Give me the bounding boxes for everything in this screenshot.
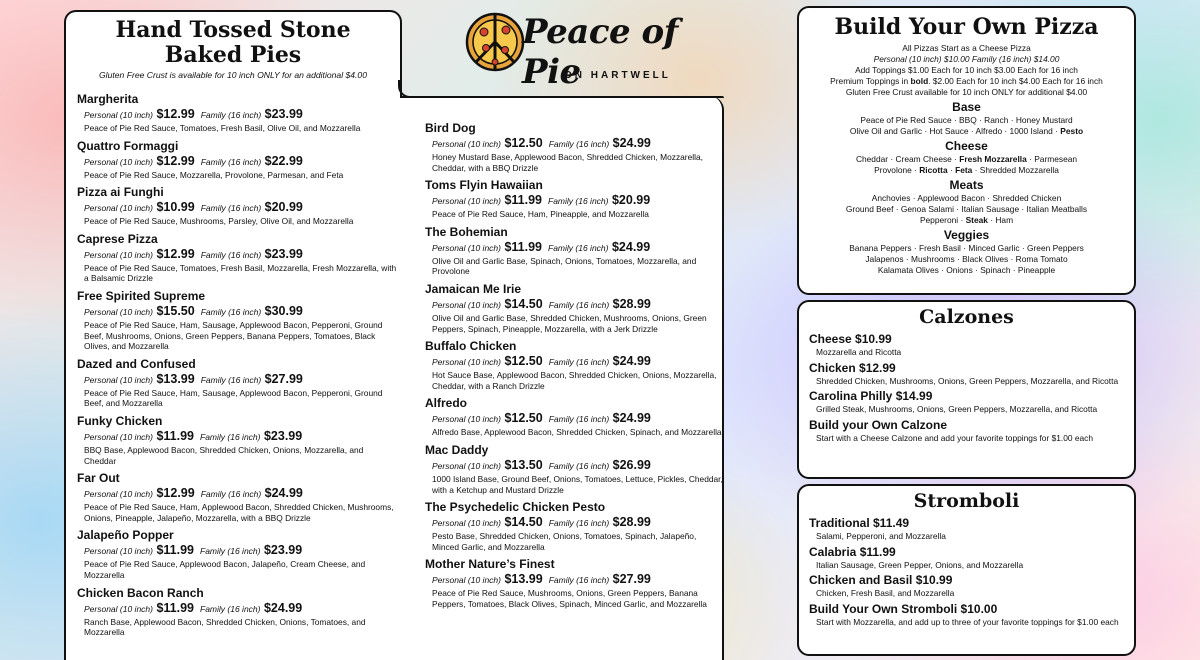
family-size-label: Family (16 inch) [548,414,610,425]
personal-price: $12.99 [156,153,195,168]
menu-item-prices [425,354,725,370]
stromboli-panel [797,484,1136,656]
menu-item-description: Peace of Pie Red Sauce, Mushrooms, Parsley, Olive Oil, and Mozzarella [84,216,354,227]
menu-item-description: Shredded Chicken, Mushrooms, Onions, Green Peppers, Mozzarella, and Ricotta [816,375,1119,386]
personal-price: $12.99 [156,107,195,121]
base-options: Olive Oil and Garlic · Hot Sauce · Alfredo · 1000 Island · Pesto [849,126,1084,136]
menu-item-prices [425,411,725,427]
section-title-hand-tossed: Hand Tossed Stone Baked Pies [115,17,351,68]
menu-item-name: Quattro Formaggi [77,138,179,153]
menu-item-description: Hot Sauce Base, Applewood Bacon, Shredded Chicken, Onions, Mozzarella, Cheddar, with a Ranch Drizzle [432,370,717,391]
personal-price: $13.99 [504,572,543,587]
meat-options: Anchovies · Applewood Bacon · Shredded Chicken [871,193,1062,203]
menu-item [425,338,725,391]
menu-item [77,138,397,181]
menu-item [799,573,1134,599]
family-size-label: Family (16 inch) [200,249,262,260]
byo-line: Add Toppings $1.00 Each for 10 inch $3.00 Each for 16 inch [855,65,1078,75]
base-title: Base [952,100,981,114]
family-price: $24.99 [612,354,651,369]
menu-item [799,545,1134,571]
menu-item-description: Honey Mustard Base, Applewood Bacon, Shredded Chicken, Mozzarella, Cheddar, with a BBQ Drizzle [432,152,703,173]
menu-item-name: Dazed and Confused [77,356,196,371]
menu-item [77,231,397,284]
family-price: $24.99 [264,486,303,501]
personal-size-label: Personal (10 inch) [432,414,501,425]
personal-size-label: Personal (10 inch) [84,249,153,260]
menu-item-name: Chicken $12.99 [809,360,896,375]
menu-item-description: Ranch Base, Applewood Bacon, Shredded Chicken, Onions, Tomatoes, and Mozzarella [84,616,366,638]
family-price: $24.99 [612,136,651,150]
menu-item-description: BBQ Base, Applewood Bacon, Shredded Chicken, Onions, Mozzarella, and Cheddar [84,444,364,466]
family-size-label: Family (16 inch) [548,139,610,149]
menu-item-name: Mac Daddy [425,442,489,457]
menu-item-prices [77,543,397,559]
menu-item-description: Olive Oil and Garlic Base, Shredded Chicken, Mushrooms, Onions, Green Peppers, Spinach, Pineapple, Mozzarella, with a Jerk Drizzle [432,312,707,334]
stromboli-list [799,516,1134,627]
family-price: $23.99 [264,246,303,261]
personal-price: $12.50 [504,136,543,150]
logo-subtitle: ON HARTWELL [564,70,671,81]
menu-item-prices [77,107,397,123]
calzones-panel [797,300,1136,479]
menu-item [77,288,397,352]
family-price: $22.99 [264,153,303,168]
menu-item-prices [425,136,725,152]
personal-size-label: Personal (10 inch) [432,242,501,253]
personal-price: $15.50 [156,303,195,318]
menu-item-name: Toms Flyin Hawaiian [425,178,543,193]
byo-line: All Pizzas Start as a Cheese Pizza [902,43,1031,53]
menu-item-name: Caprese Pizza [77,231,158,246]
family-size-label: Family (16 inch) [200,546,261,557]
menu-item [799,389,1134,415]
menu-item-name: Jalapeño Popper [77,528,174,543]
personal-size-label: Personal (10 inch) [432,196,501,207]
menu-item-description: 1000 Island Base, Ground Beef, Onions, Tomatoes, Lettuce, Pickles, Cheddar, with a Ketchup and Mustard Drizzle [432,473,723,495]
personal-size-label: Personal (10 inch) [432,299,501,310]
personal-price: $10.99 [156,200,195,215]
personal-price: $13.50 [504,457,543,472]
menu-item-name: Buffalo Chicken [425,339,517,354]
menu-item-description: Peace of Pie Red Sauce, Ham, Pineapple, and Mozzarella [432,209,649,220]
menu-item [425,556,725,609]
menu-item-name: Traditional $11.49 [809,516,910,530]
family-price: $28.99 [612,296,651,311]
menu-item-prices [77,200,397,216]
veggie-options: Jalapenos · Mushrooms · Black Olives · Roma Tomato [865,254,1068,264]
veggie-options: Banana Peppers · Fresh Basil · Minced Garlic · Green Peppers [849,243,1084,253]
personal-price: $11.99 [156,543,195,558]
byo-line: Gluten Free Crust available for 10 inch ONLY for additional $4.00 [845,87,1088,97]
menu-item-prices [425,572,725,588]
menu-item [799,332,1134,358]
menu-item-description: Peace of Pie Red Sauce, Applewood Bacon, Jalapeño, Cream Cheese, and Mozzarella [84,559,366,580]
menu-item-description: Olive Oil and Garlic Base, Spinach, Onions, Tomatoes, Mozzarella, and Provolone [432,255,697,277]
menu-item-description: Mozzarella and Ricotta [816,347,902,357]
menu-item-description: Salami, Pepperoni, and Mozzarella [816,531,946,541]
meat-options: Pepperoni · Steak · Ham [919,215,1014,225]
menu-item-name: Bird Dog [425,121,476,135]
family-size-label: Family (16 inch) [548,357,610,368]
menu-item-description: Peace of Pie Red Sauce, Ham, Applewood Bacon, Shredded Chicken, Mushrooms, Onions, Pineapple, Jalapeño, Mozzarella, with a BBQ Drizzle [84,502,394,523]
personal-price: $12.50 [504,411,543,426]
menu-item-name: Far Out [77,471,120,486]
cheese-title: Cheese [945,139,988,153]
menu-item-name: Build Your Own Stromboli $10.00 [809,601,998,616]
personal-price: $12.99 [156,486,195,501]
menu-item [77,585,397,638]
personal-size-label: Personal (10 inch) [432,518,501,529]
personal-size-label: Personal (10 inch) [84,603,153,614]
menu-item [77,527,397,580]
menu-item-description: Alfredo Base, Applewood Bacon, Shredded Chicken, Spinach, and Mozzarella [432,427,722,438]
menu-item-description: Peace of Pie Red Sauce, Mozzarella, Provolone, Parmesan, and Feta [84,169,344,180]
menu-item-description: Peace of Pie Red Sauce, Tomatoes, Fresh Basil, Mozzarella, Fresh Mozzarella, with a Balsamic Drizzle [84,262,397,284]
personal-size-label: Personal (10 inch) [84,546,153,557]
menu-item [77,413,397,466]
family-price: $26.99 [612,457,651,472]
menu-item-prices [425,297,725,313]
menu-item [425,442,725,495]
menu-item-name: Build your Own Calzone [809,417,948,432]
family-price: $27.99 [264,371,303,386]
calzones-title: Calzones [919,306,1014,328]
family-size-label: Family (16 inch) [548,242,609,253]
family-size-label: Family (16 inch) [200,431,261,442]
family-size-label: Family (16 inch) [548,518,610,529]
personal-size-label: Personal (10 inch) [84,306,153,317]
personal-size-label: Personal (10 inch) [84,156,153,167]
base-options: Peace of Pie Red Sauce · BBQ · Ranch · Honey Mustard [860,115,1073,125]
menu-column-2 [425,120,725,614]
menu-item-prices [77,429,397,445]
menu-item-description: Peace of Pie Red Sauce, Mushrooms, Onions, Green Peppers, Banana Peppers, Tomatoes, Black Olives, Spinach, Minced Garlic, and Mozzarella [432,588,707,609]
personal-size-label: Personal (10 inch) [432,139,501,149]
menu-item-description: Grilled Steak, Mushrooms, Onions, Green Peppers, Mozzarella, and Ricotta [816,404,1098,415]
calzones-list [799,332,1134,443]
menu-item [425,120,725,173]
personal-price: $14.50 [504,515,543,530]
family-price: $24.99 [612,411,651,426]
menu-item-prices [77,486,397,502]
menu-item-description: Peace of Pie Red Sauce, Ham, Sausage, Applewood Bacon, Pepperoni, Ground Beef, and Mozzarella [84,387,383,409]
menu-item-description: Peace of Pie Red Sauce, Tomatoes, Fresh Basil, Olive Oil, and Mozzarella [84,123,361,133]
menu-item-name: Funky Chicken [77,413,163,428]
family-size-label: Family (16 inch) [200,489,262,500]
menu-item-prices [425,193,725,209]
menu-item-prices [77,304,397,320]
menu-item [799,602,1134,628]
family-price: $23.99 [264,107,303,121]
menu-item [425,395,725,438]
menu-item [425,499,725,552]
byo-title: Build Your Own Pizza [834,14,1099,40]
personal-size-label: Personal (10 inch) [84,374,153,385]
menu-item [425,224,725,277]
personal-price: $11.99 [504,239,543,254]
personal-price: $13.99 [156,371,195,386]
meat-options: Ground Beef · Genoa Salami · Italian Sausage · Italian Meatballs [845,204,1088,214]
family-size-label: Family (16 inch) [200,156,262,167]
personal-size-label: Personal (10 inch) [84,431,153,442]
menu-item [77,91,397,134]
family-size-label: Family (16 inch) [548,575,610,586]
family-size-label: Family (16 inch) [548,460,610,471]
personal-price: $11.99 [156,428,195,443]
family-price: $28.99 [612,515,651,530]
family-price: $23.99 [263,543,303,558]
personal-size-label: Personal (10 inch) [84,203,153,214]
family-size-label: Family (16 inch) [200,110,262,120]
cheese-options: Provolone · Ricotta · Feta · Shredded Mozzarella [874,165,1059,175]
menu-item-prices [77,372,397,388]
menu-item-prices [425,240,725,256]
meats-title: Meats [949,178,984,192]
menu-column-1 [77,91,397,642]
family-price: $23.99 [263,428,303,443]
pizza-logo-icon [464,8,526,80]
menu-item-name: Margherita [77,92,139,106]
personal-size-label: Personal (10 inch) [432,357,501,368]
menu-item-description: Start with a Cheese Calzone and add your favorite toppings for $1.00 each [816,432,1094,443]
family-size-label: Family (16 inch) [548,299,610,310]
byo-prices: Personal (10 inch) $10.00 Family (16 inch) $14.00 [873,54,1060,64]
family-size-label: Family (16 inch) [548,196,609,207]
build-your-own-pizza-panel [797,6,1136,295]
personal-size-label: Personal (10 inch) [84,110,153,120]
menu-item-name: Chicken and Basil $10.99 [809,573,953,588]
veggie-options: Kalamata Olives · Onions · Spinach · Pineapple [877,265,1056,275]
menu-item-prices [425,458,725,474]
family-price: $24.99 [611,239,651,254]
menu-item-name: Calabria $11.99 [809,544,896,559]
menu-item-description: Peace of Pie Red Sauce, Ham, Sausage, Applewood Bacon, Pepperoni, Ground Beef, Mushrooms, Onions, Green Peppers, Banana Peppers, Tomatoes, Black Olives, and Mozzarella [84,319,383,352]
menu-item-description: Start with Mozzarella, and add up to three of your favorite toppings for $1.00 each [816,616,1119,627]
personal-price: $12.50 [504,354,543,369]
veggies-title: Veggies [943,228,990,242]
menu-item-name: Chicken Bacon Ranch [77,585,204,600]
family-price: $24.99 [263,600,303,615]
family-size-label: Family (16 inch) [200,306,262,317]
menu-item-description: Chicken, Fresh Basil, and Mozzarella [816,588,955,599]
personal-price: $11.99 [504,193,543,208]
family-price: $30.99 [264,303,303,318]
family-price: $27.99 [612,572,651,587]
menu-item-name: Jamaican Me Irie [425,281,522,296]
menu-item-name: The Psychedelic Chicken Pesto [425,500,606,515]
family-size-label: Family (16 inch) [200,603,261,614]
personal-size-label: Personal (10 inch) [84,489,153,500]
menu-item-name: The Bohemian [425,224,508,239]
menu-item [77,356,397,409]
family-size-label: Family (16 inch) [200,203,262,214]
menu-item-prices [77,247,397,263]
stromboli-title: Stromboli [913,490,1020,512]
menu-item-prices [77,154,397,170]
menu-item-name: Pizza ai Funghi [77,185,164,200]
panel-top-edge [400,96,724,98]
menu-item-prices [425,515,725,531]
logo-wordmark: Peace of Pie [522,12,678,92]
family-price: $20.99 [264,200,303,215]
menu-item-name: Cheese $10.99 [809,332,892,346]
cheese-options: Cheddar · Cream Cheese · Fresh Mozzarella · Parmesean [855,154,1078,164]
menu-item [77,470,397,523]
menu-item-name: Mother Nature’s Finest [425,557,555,572]
logo [464,6,744,92]
family-price: $20.99 [611,193,651,208]
personal-price: $14.50 [504,296,543,311]
menu-item-name: Carolina Philly $14.99 [809,389,933,404]
menu-item [425,177,725,220]
menu-item-description: Italian Sausage, Green Pepper, Onions, and Mozzarella [816,559,1024,570]
menu-item [799,361,1134,387]
menu-item-description: Pesto Base, Shredded Chicken, Onions, Tomatoes, Spinach, Jalapeño, Minced Garlic, and Mozzarella [432,531,697,552]
menu-item [77,184,397,227]
personal-size-label: Personal (10 inch) [432,575,501,586]
gluten-free-note: Gluten Free Crust is available for 10 inch ONLY for an additional $4.00 [99,70,367,80]
family-size-label: Family (16 inch) [200,374,262,385]
personal-price: $11.99 [156,600,195,615]
menu-item [799,516,1134,542]
personal-size-label: Personal (10 inch) [432,460,501,471]
menu-item-name: Free Spirited Supreme [77,288,206,303]
menu-item-prices [77,601,397,617]
personal-price: $12.99 [156,246,195,261]
menu-item [799,418,1134,444]
menu-item [425,281,725,334]
byo-premium: Premium Toppings in bold. $2.00 Each for 10 inch $4.00 Each for 16 inch [830,76,1103,86]
menu-item-name: Alfredo [425,396,467,411]
